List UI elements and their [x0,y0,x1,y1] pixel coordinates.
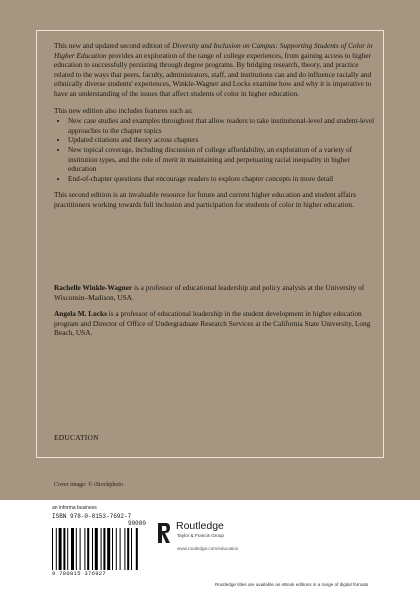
author-description: is a professor of educational leadership and policy analysis at the University of Wisconsin–Madison, USA. [54,283,365,302]
subject-category: EDUCATION [54,433,99,442]
intro-paragraph [54,41,380,99]
cover-image-credit: Cover image: © iStockphoto [54,482,124,488]
informa-tagline: an informa business [52,505,97,511]
publisher-url: www.routledge.com/education [177,546,239,551]
intro-rest: provides an exploration of the range of college experiences, from gaining access to higher education to successfully persisting through degree programs. By bridging research, theory, and practice related to the ways that peers, faculty, administrators, staff, and institutions can and do influence racially and ethnically diverse students' experiences, Winkle-Wagner and Locks examine how and why it is imperative to have an understanding of the issues that affect students of color in higher education. [54,50,372,98]
feature-item: • End-of-chapter questions that encourage readers to explore chapter concepts in more detail [68,174,380,184]
author-bio [54,309,380,338]
closing-paragraph: This second edition is an invaluable resource for future and current higher education and student affairs practitioners working towards full inclusion and participation for students of color in higher education. [54,190,356,209]
publisher-group: Taylor & Francis Group [177,533,224,538]
book-title-italic: Diversity and Inclusion on Campus: Supporting Students of Color in Higher Education [54,41,373,60]
author-bio [54,283,380,302]
publisher-name: Routledge [176,520,224,532]
author-name: Rachelle Winkle-Wagner [54,283,133,292]
isbn-text: ISBN 978-0-8153-7692-7 [52,513,132,520]
barcode-number: 9 780815 376927 [52,570,107,577]
author-bios [54,283,380,345]
features-list [54,116,380,183]
price-code: 90000 [127,520,146,527]
back-cover-blurb [54,41,380,210]
feature-item: • Updated citations and theory across chapters [68,135,380,145]
feature-item: • New case studies and examples throughout that allow readers to take institutional-level and student-level approaches to the chapter topics [68,116,380,135]
author-description: is a professor of educational leadership in the student development in higher education program and Director of Office of Undergraduate Research Services at the California State University, Long Beach, USA. [54,309,371,338]
routledge-logo-icon [157,522,171,544]
isbn-barcode-block [52,513,146,579]
barcode-icon [52,528,146,570]
intro-lead: This new and updated second edition of [54,41,173,50]
publisher-block [157,520,277,560]
feature-item: • New topical coverage, including discussion of college affordability, an exploration of a variety of institution types, and the role of merit in maintaining and perpetuating racial inequality in higher education [68,145,380,174]
features-lead: This new edition also includes features such as: [54,105,193,115]
ebook-note: Routledge titles are available as eBook editions in a range of digital formats [215,582,369,587]
author-name: Angela M. Locks [54,309,107,319]
